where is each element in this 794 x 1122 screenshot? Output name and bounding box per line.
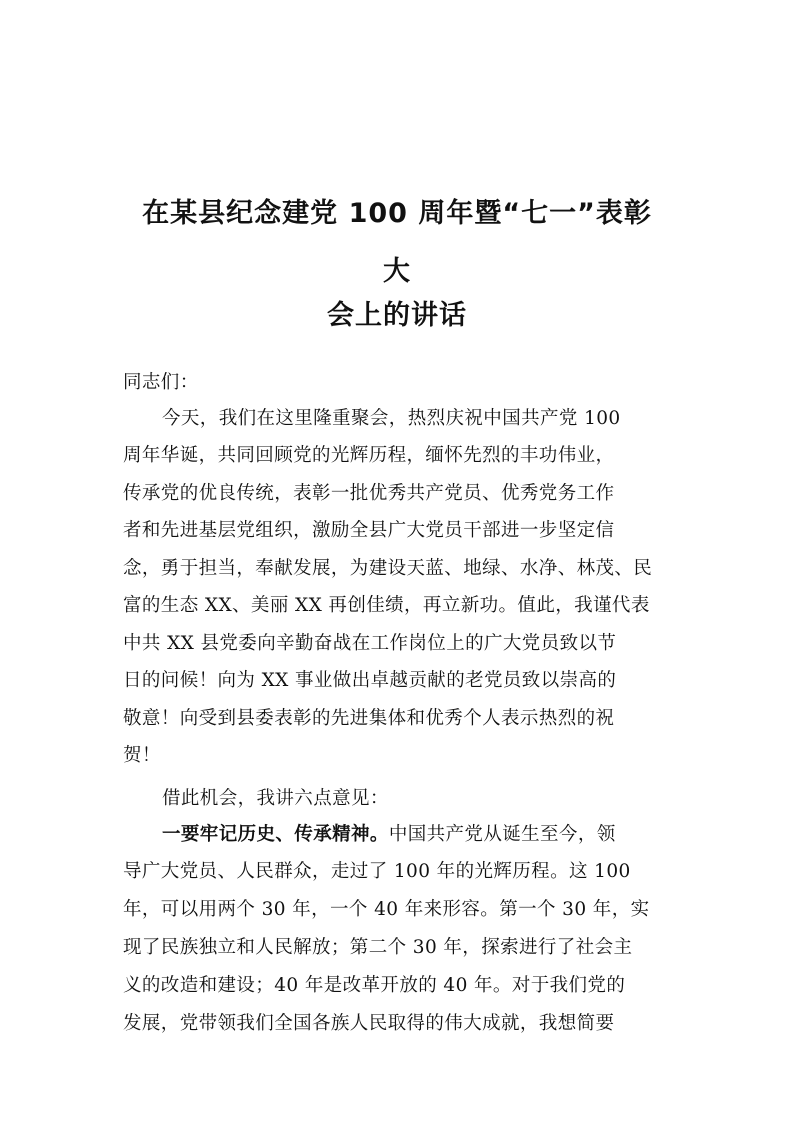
point-1-paragraph-start (162, 826, 616, 845)
title-line-3: 会上的讲话 (327, 300, 467, 331)
body-line: 发展，党带领我们全国各族人民取得的伟大成就，我想简要 (123, 1013, 615, 1034)
body-line: 敬意！向受到县委表彰的先进集体和优秀个人表示热烈的祝 (123, 708, 615, 729)
body-line: 富的生态 XX、美丽 XX 再创佳绩，再立新功。值此，我谨代表 (123, 595, 650, 616)
body-line: 导广大党员、人民群众，走过了 100 年的光辉历程。这 100 (123, 861, 631, 882)
title-line-2: 大 (383, 256, 411, 287)
body-line: 中共 XX 县党委向辛勤奋战在工作岗位上的广大党员致以节 (123, 633, 617, 654)
body-line: 者和先进基层党组织，激励全县广大党员干部进一步坚定信 (123, 520, 615, 541)
body-line: 今天，我们在这里隆重聚会，热烈庆祝中国共产党 100 (162, 408, 621, 429)
body-line: 日的问候！向为 XX 事业做出卓越贡献的老党员致以崇高的 (123, 670, 617, 691)
salutation: 同志们： (123, 372, 199, 393)
body-line: 义的改造和建设；40 年是改革开放的 40 年。对于我们党的 (123, 975, 626, 996)
body-line: 借此机会，我讲六点意见： (162, 788, 389, 809)
point-1-heading: 一要牢记历史、传承精神。 (162, 824, 389, 845)
body-line: 现了民族独立和人民解放；第二个 30 年，探索进行了社会主 (123, 937, 633, 958)
body-line: 念，勇于担当，奉献发展，为建设天蓝、地绿、水净、林茂、民 (123, 558, 653, 579)
body-line: 贺！ (123, 745, 161, 766)
body-line: 传承党的优良传统，表彰一批优秀共产党员、优秀党务工作 (123, 483, 615, 504)
body-line: 中国共产党从诞生至今，领 (388, 824, 616, 845)
body-line: 年，可以用两个 30 年，一个 40 年来形容。第一个 30 年，实 (123, 899, 650, 920)
body-line: 周年华诞，共同回顾党的光辉历程，缅怀先烈的丰功伟业， (123, 445, 615, 466)
title-line-1: 在某县纪念建党 100 周年暨“七一”表彰 (142, 198, 652, 229)
